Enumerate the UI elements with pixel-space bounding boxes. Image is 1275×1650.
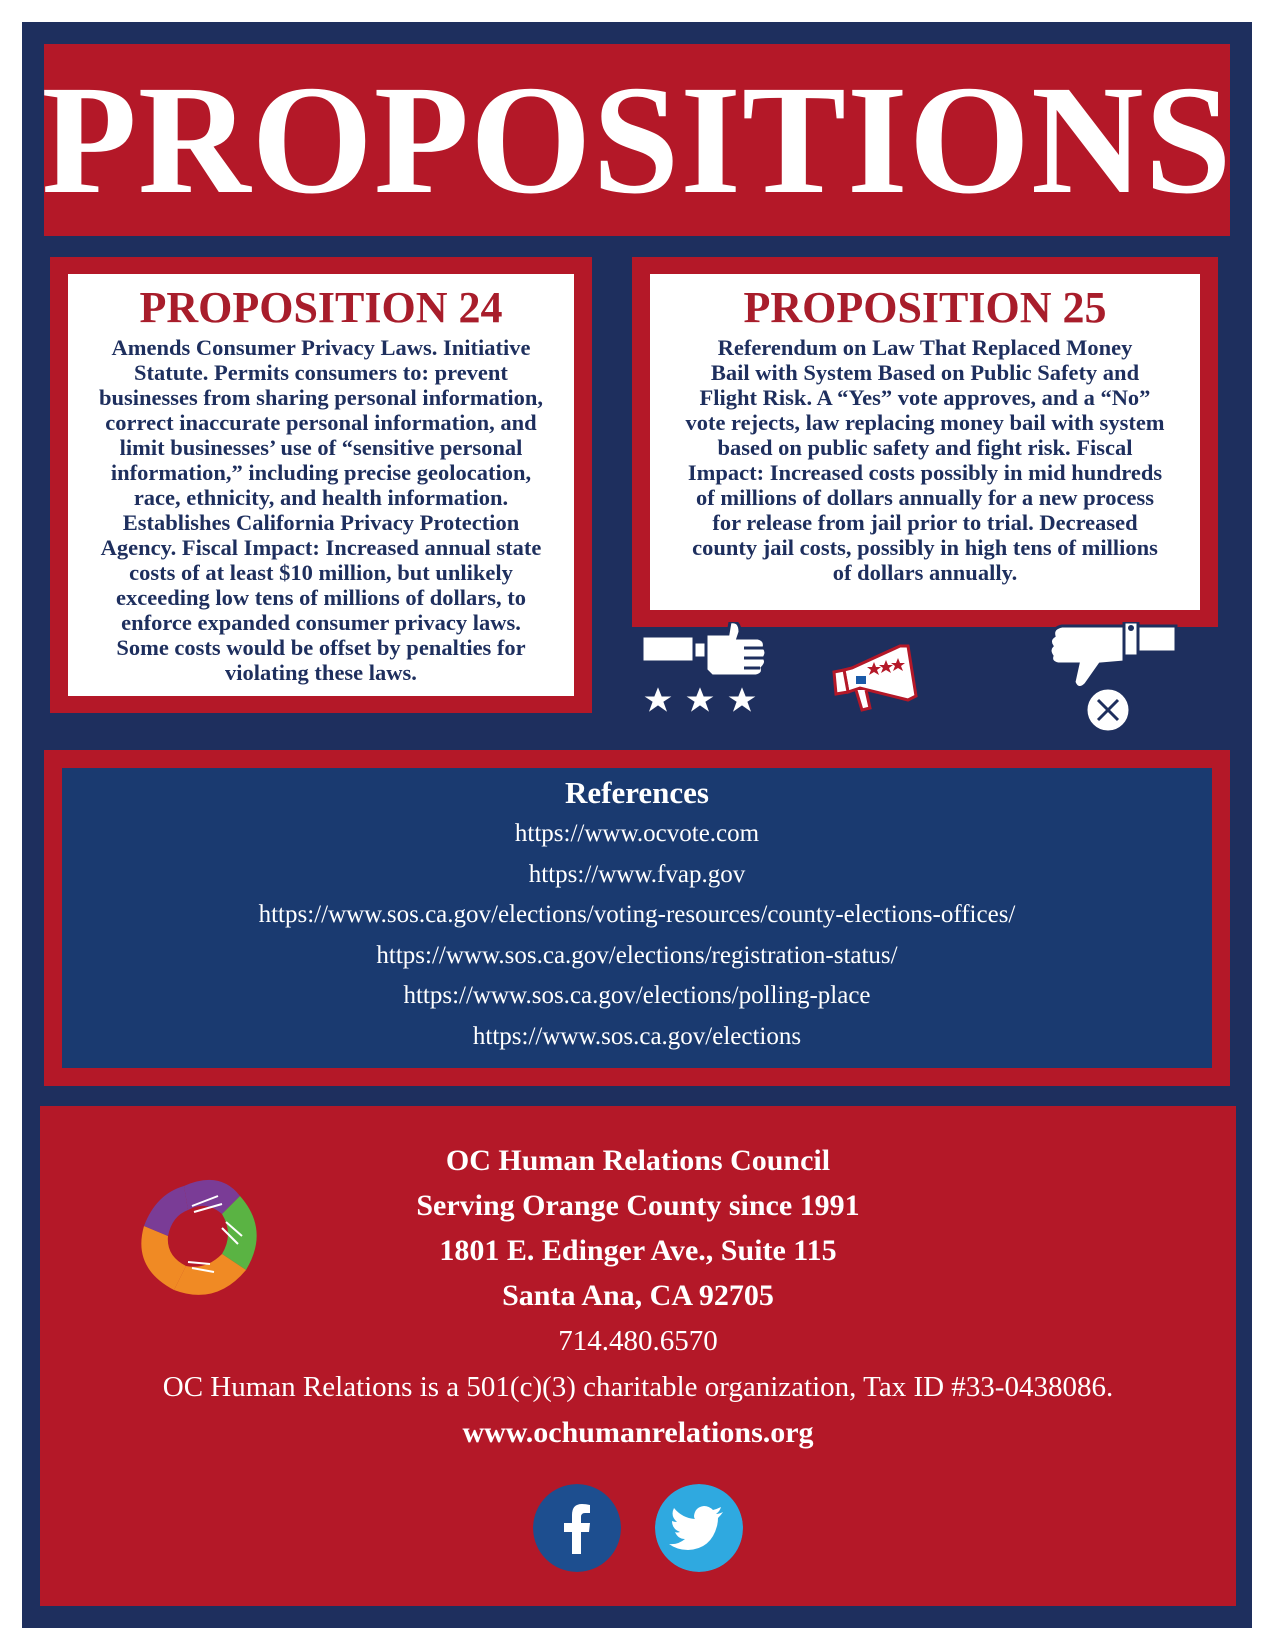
prop25-line: Bail with System Based on Public Safety and xyxy=(710,359,1140,385)
prop24-line: enforce expanded consumer privacy laws. xyxy=(121,609,521,635)
footer-panel xyxy=(40,1106,1236,1606)
prop24-line: costs of at least $10 million, but unlikely xyxy=(129,559,513,585)
prop25-line: Flight Risk. A “Yes” vote approves, and a “No” xyxy=(699,384,1151,410)
thumbs-down-icon xyxy=(1050,622,1176,732)
prop25-line: vote rejects, law replacing money bail with system xyxy=(685,409,1165,435)
tax-note: OC Human Relations is a 501(c)(3) charitable organization, Tax ID #33-0438086. xyxy=(162,1371,1114,1403)
prop24-line: Some costs would be offset by penalties for xyxy=(116,634,526,660)
serving-note: Serving Orange County since 1991 xyxy=(416,1189,860,1222)
prop25-line: of millions of dollars annually for a new process xyxy=(696,484,1154,510)
reference-link[interactable]: https://www.sos.ca.gov/elections/voting-resources/county-elections-offices/ xyxy=(258,901,1016,928)
prop24-line: businesses from sharing personal information, xyxy=(98,384,543,410)
address-line-1: 1801 E. Edinger Ave., Suite 115 xyxy=(439,1234,837,1267)
prop24-line: correct inaccurate personal information, and xyxy=(105,409,537,435)
references-panel xyxy=(62,768,1212,1068)
prop24-line: limit businesses’ use of “sensitive personal xyxy=(119,434,523,460)
website-link[interactable]: www.ochumanrelations.org xyxy=(462,1416,814,1449)
reference-link[interactable]: https://www.ocvote.com xyxy=(514,820,760,847)
prop24-line: race, ethnicity, and health information. xyxy=(133,484,509,510)
megaphone-icon xyxy=(834,646,916,710)
prop25-line: county jail costs, possibly in high tens of millions xyxy=(692,534,1158,560)
org-name: OC Human Relations Council xyxy=(445,1144,831,1177)
prop24-line: violating these laws. xyxy=(225,659,417,685)
prop25-card xyxy=(650,274,1200,610)
prop25-line: Referendum on Law That Replaced Money xyxy=(717,334,1133,360)
reference-link[interactable]: https://www.sos.ca.gov/elections/registration-status/ xyxy=(376,941,898,969)
prop24-line: information,” including precise geolocation, xyxy=(110,459,532,485)
prop24-line: Agency. Fiscal Impact: Increased annual state xyxy=(100,534,542,560)
title-banner xyxy=(41,44,1233,236)
reference-link[interactable]: https://www.sos.ca.gov/elections xyxy=(472,1022,802,1050)
prop25-line: based on public safety and fight risk. Fiscal xyxy=(717,434,1133,460)
prop24-line: Amends Consumer Privacy Laws. Initiative xyxy=(111,334,531,360)
twitter-icon[interactable] xyxy=(655,1484,743,1572)
prop24-line: exceeding low tens of millions of dollars, to xyxy=(116,584,526,610)
address-line-2: Santa Ana, CA 92705 xyxy=(502,1279,774,1312)
contact-block xyxy=(40,1138,1236,1455)
prop25-heading: PROPOSITION 25 xyxy=(743,283,1107,332)
phone-number: 714.480.6570 xyxy=(558,1325,718,1357)
thumbs-up-icon xyxy=(642,622,766,713)
facebook-icon[interactable] xyxy=(533,1484,621,1572)
prop24-card xyxy=(68,274,574,696)
prop25-description xyxy=(650,335,1200,585)
prop24-line: Statute. Permits consumers to: prevent xyxy=(134,359,508,385)
social-links xyxy=(40,1484,1236,1572)
prop24-description xyxy=(68,335,574,685)
reference-link[interactable]: https://www.sos.ca.gov/elections/polling-place xyxy=(403,982,871,1009)
prop25-line: of dollars annually. xyxy=(832,559,1018,585)
references-heading: References xyxy=(564,775,709,810)
prop24-line: Establishes California Privacy Protection xyxy=(122,509,520,535)
icon-row xyxy=(640,622,1220,740)
prop24-heading: PROPOSITION 24 xyxy=(139,283,503,332)
reference-link[interactable]: https://www.fvap.gov xyxy=(528,860,746,888)
prop25-line: Impact: Increased costs possibly in mid hundreds xyxy=(687,459,1163,485)
prop25-line: for release from jail prior to trial. Decreased xyxy=(712,509,1138,535)
page-title: PROPOSITIONS xyxy=(41,53,1233,226)
